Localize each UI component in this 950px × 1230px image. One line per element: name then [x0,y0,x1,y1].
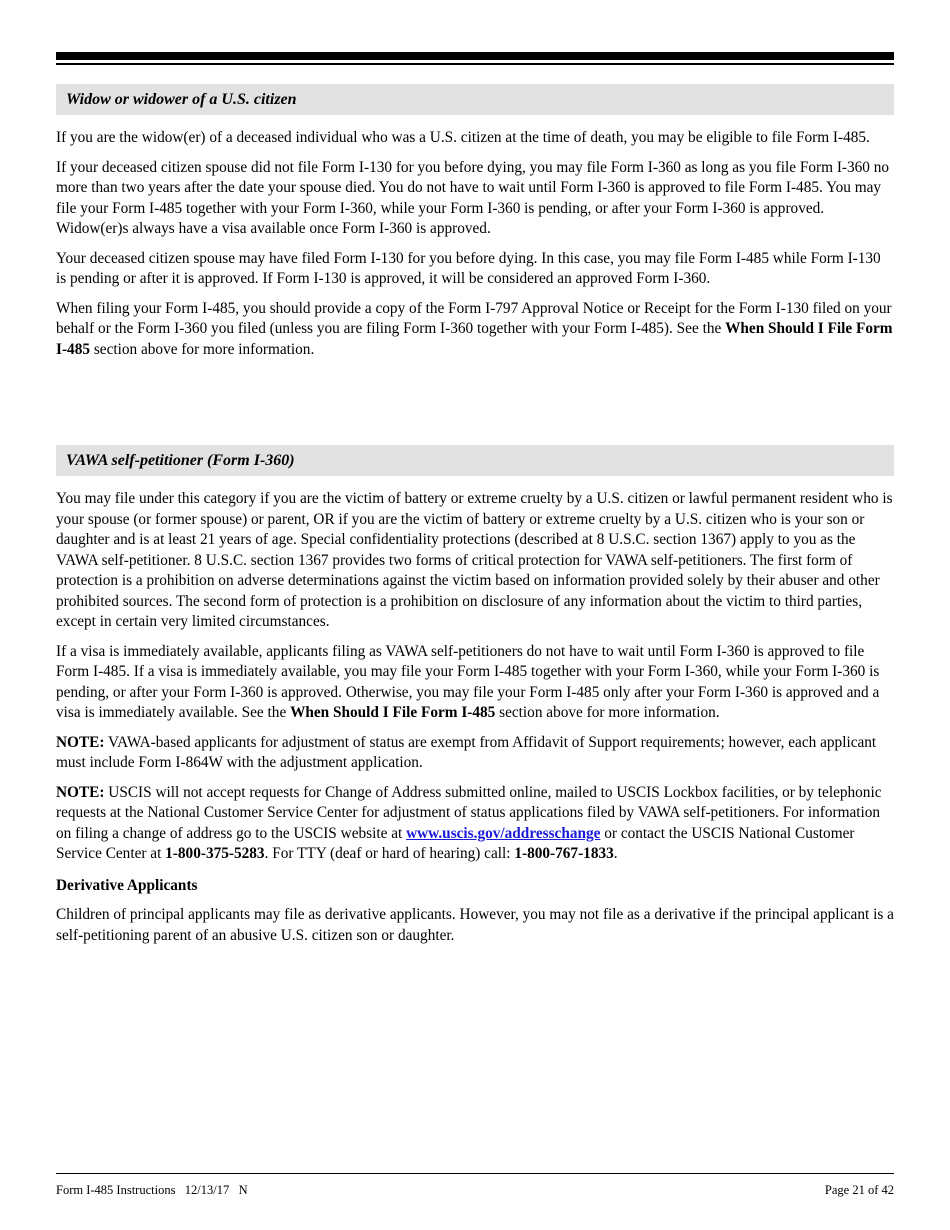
subheading-derivative: Derivative Applicants [56,876,198,894]
paragraph [56,299,894,361]
address-change-link[interactable]: www.uscis.gov/addresschange [406,824,601,842]
text: If a visa is immediately available, applicants filing as VAWA self-petitioners do not have to wait until Form I-360 is approved to file Form I-485. If a visa is immediately available, you may file your Form I-485 together with your Form I-360, while your Form I-360 is pending, or after your Form I-360 is approved. Otherwise, you may file your Form I-485 only after your Form I-360 is approved and a visa is immediately available. See the [56,642,880,721]
text: section above for more information. [495,704,720,721]
paragraph: If your deceased citizen spouse did not file Form I-130 for you before dying, you may file Form I-360 as long as you file Form I-360 no more than two years after the date your spouse died. You do not have to wait until Form I-360 is approved to file Form I-485. You may file your Form I-485 together with your Form I-360, while your Form I-360 is pending, or after your Form I-360 is approved. Widow(er)s always have a visa available once Form I-360 is approved. [56,158,890,237]
note-label: NOTE: [56,733,105,751]
text: When filing your Form I-485, you should provide a copy of the Form I-797 Approval Notice or Receipt for the Form I-130 filed on your behalf or the Form I-360 you filed (unless you are filing Form I-360 together with your Form I-485). See the [56,299,892,337]
text: . [613,845,618,862]
footer-rule [56,1173,894,1174]
text: . For TTY (deaf or hard of hearing) call: [264,845,515,862]
section-title-widow: Widow or widower of a U.S. citizen [56,84,894,115]
text: USCIS will not accept requests for Change of Address submitted online, mailed to USCIS Lockbox facilities, or by telephonic requests at the National Customer Service Center for adjustment of status applications filed by VAWA self-petitioners. For information on filing a change of address go to the USCIS website at [56,783,882,842]
footer-form-id: Form I-485 Instructions 12/13/17 N [56,1183,248,1197]
phone-number: 1-800-375-5283 [165,845,265,862]
header-rule-thin [56,63,894,65]
section-title-vawa: VAWA self-petitioner (Form I-360) [56,445,894,476]
paragraph: Children of principal applicants may file as derivative applicants. However, you may not file as a derivative if the principal applicant is a self-petitioning parent of an abusive U.S. citizen son or daughter. [56,906,894,944]
paragraph: If you are the widow(er) of a deceased individual who was a U.S. citizen at the time of death, you may be eligible to file Form I-485. [56,129,870,146]
note [56,733,894,774]
note-label: NOTE: [56,783,105,801]
section-body-widow [56,128,894,369]
bold-reference: When Should I File Form I-485 [290,704,496,721]
note [56,783,894,865]
tty-number: 1-800-767-1833 [514,845,614,862]
text: section above for more information. [90,340,315,358]
paragraph [56,642,894,724]
header-rule-thick [56,52,894,60]
section-body-vawa [56,489,894,955]
bold-reference: When Should I File Form I-485 [56,320,893,358]
text: or contact the USCIS National Customer Service Center at [56,824,855,862]
paragraph: Your deceased citizen spouse may have filed Form I-130 for you before dying. In this case, you may file Form I-485 while Form I-130 is pending or after it is approved. If Form I-130 is approved, it will be considered an approved Form I-360. [56,249,881,287]
paragraph: You may file under this category if you are the victim of battery or extreme cruelty by a U.S. citizen or lawful permanent resident who is your spouse (or former spouse) or parent, OR if you are the victim of battery or extreme cruelty by a U.S. citizen who is your son or daughter and is at least 21 years of age. Special confidentiality protections (described at 8 U.S.C. section 1367) apply to you as the VAWA self-petitioner. 8 U.S.C. section 1367 provides two forms of critical protection for VAWA self-petitioners. The first form of protection is a prohibition on adverse determinations against the victim based on information provided solely by their abuser and other prohibited sources. The second form of protection is a prohibition on disclosure of any information about the victim to third parties, except in certain very limited circumstances. [56,490,893,630]
footer-page-number: Page 21 of 42 [824,1183,894,1197]
text: VAWA-based applicants for adjustment of status are exempt from Affidavit of Support requirements; however, each applicant must include Form I-864W with the adjustment application. [56,733,877,771]
